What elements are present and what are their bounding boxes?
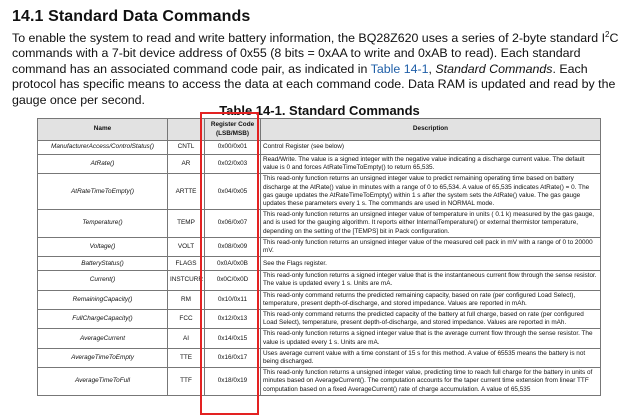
- intro-text-3: ,: [428, 61, 436, 76]
- cell-description: This read-only function returns a signed integer value that is the instantaneous current flow through the sense resistor. The value is updated every 1 s. Units are mA.: [261, 271, 601, 290]
- cell-description: Control Register (see below): [261, 141, 601, 155]
- cell-register-code: 0x16/0x17: [205, 348, 261, 367]
- table-row: [38, 290, 601, 309]
- cell-description: This read-only function returns a unsigned integer value, predicting time to reach full charge for the battery in units of minutes based on AverageCurrent(). The computation accounts for the taper current time extension from linear TTF computation based on a fixed AverageCurrent() rate of charge accumulation. A value of 65,535: [261, 368, 601, 396]
- cell-name: Voltage(): [38, 237, 168, 256]
- header-description: Description: [261, 119, 601, 141]
- cell-description: This read-only function returns a signed integer value that is the average current flow through the sense resistor. The value is updated every 1 s. Units are mA.: [261, 329, 601, 348]
- cell-name: Temperature(): [38, 210, 168, 238]
- header-register-code: Register Code (LSB/MSB): [205, 119, 261, 141]
- cell-description: This read-only command returns the predicted remaining capacity, based on rate (per configured Load Select), temperature, present depth-of-discharge, and stored impedance. Values are reported in mAh.: [261, 290, 601, 309]
- cell-cmd: AR: [168, 155, 205, 174]
- cell-register-code: 0x10/0x11: [205, 290, 261, 309]
- table-row: [38, 329, 601, 348]
- cell-cmd: VOLT: [168, 237, 205, 256]
- intro-paragraph: [12, 31, 630, 108]
- table-row: [38, 368, 601, 396]
- cell-name: AtRate(): [38, 155, 168, 174]
- cell-register-code: 0x0C/0x0D: [205, 271, 261, 290]
- intro-superscript: 2: [605, 29, 610, 39]
- cell-cmd: TEMP: [168, 210, 205, 238]
- cell-name: AverageTimeToFull: [38, 368, 168, 396]
- cell-name: AverageTimeToEmpty: [38, 348, 168, 367]
- cell-cmd: RM: [168, 290, 205, 309]
- table-row: [38, 237, 601, 256]
- table-body: [38, 141, 601, 396]
- cell-cmd: INSTCURR: [168, 271, 205, 290]
- cell-cmd: TTF: [168, 368, 205, 396]
- intro-italic: Standard Commands: [435, 61, 553, 76]
- cell-description: This read-only function returns an unsigned integer value of the measured cell pack in mV with a range of 0 to 20000 mV.: [261, 237, 601, 256]
- cell-name: BatteryStatus(): [38, 257, 168, 271]
- cell-name: AverageCurrent: [38, 329, 168, 348]
- section-heading: 14.1 Standard Data Commands: [12, 8, 251, 25]
- intro-text-4: . Each protocol has specific means to access the data at each command code. Data RAM is updated and read by the gauge once per second.: [12, 61, 616, 107]
- cell-cmd: CNTL: [168, 141, 205, 155]
- table-caption: Table 14-1. Standard Commands: [219, 103, 420, 118]
- table-row: [38, 210, 601, 238]
- table-row: [38, 271, 601, 290]
- header-cmd: [168, 119, 205, 141]
- table-row: [38, 141, 601, 155]
- cell-register-code: 0x18/0x19: [205, 368, 261, 396]
- cell-description: This read-only function returns an unsigned integer value of temperature in units ( 0.1 k) measured by the gas gauge, and is used for the gauging algorithm. It reports either InternalTemperature() or external thermistor temperature, depending on the setting of the [TEMPS] bit in Pack configuration.: [261, 210, 601, 238]
- cell-register-code: 0x0A/0x0B: [205, 257, 261, 271]
- cell-register-code: 0x14/0x15: [205, 329, 261, 348]
- cell-register-code: 0x08/0x09: [205, 237, 261, 256]
- table-row: [38, 348, 601, 367]
- intro-text-2: C commands with a 7-bit device address of 0x55 (8 bits = 0xAA to write and 0xAB to read). Each standard command has an associated command code pair, as indicated in: [12, 31, 619, 76]
- intro-text-1: To enable the system to read and write battery information, the BQ28Z620 uses a series of 2-byte standard I: [12, 31, 606, 45]
- cell-register-code: 0x12/0x13: [205, 310, 261, 329]
- cell-description: Uses average current value with a time constant of 15 s for this method. A value of 65535 means the battery is not being discharged.: [261, 348, 601, 367]
- cell-cmd: FCC: [168, 310, 205, 329]
- cell-cmd: FLAGS: [168, 257, 205, 271]
- cell-description: This read-only function returns an unsigned integer value to predict remaining operating time based on battery discharge at the AtRate() value in minutes with a range of 0 to 65,534. A value of 65,535 indicates AtRate() = 0. The gas gauge updates the AtRateTimeToEmpty() within 1 s after the system sets the AtRate() value. The gas gauge updates these parameters every 1 s. The commands are used in NORMAL mode.: [261, 174, 601, 210]
- cell-name: AtRateTimeToEmpty(): [38, 174, 168, 210]
- header-name: Name: [38, 119, 168, 141]
- table-row: [38, 174, 601, 210]
- table-row: [38, 257, 601, 271]
- table-row: [38, 155, 601, 174]
- standard-commands-table: [37, 118, 601, 396]
- cell-description: This read-only command returns the predicted capacity of the battery at full charge, based on rate (per configured Load Select), temperature, present depth-of-discharge, and stored impedance. Values are reported in mAh.: [261, 310, 601, 329]
- cell-register-code: 0x04/0x05: [205, 174, 261, 210]
- cell-name: ManufacturerAccess/ControlStatus(): [38, 141, 168, 155]
- table-row: [38, 310, 601, 329]
- cell-cmd: TTE: [168, 348, 205, 367]
- cell-name: RemainingCapacity(): [38, 290, 168, 309]
- table-link[interactable]: Table 14-1: [370, 61, 429, 76]
- cell-register-code: 0x02/0x03: [205, 155, 261, 174]
- table-header-row: [38, 119, 601, 141]
- cell-cmd: ARTTE: [168, 174, 205, 210]
- cell-description: See the Flags register.: [261, 257, 601, 271]
- cell-register-code: 0x00/0x01: [205, 141, 261, 155]
- cell-name: Current(): [38, 271, 168, 290]
- cell-name: FullChargeCapacity(): [38, 310, 168, 329]
- cell-register-code: 0x06/0x07: [205, 210, 261, 238]
- cell-cmd: AI: [168, 329, 205, 348]
- cell-description: Read/Write. The value is a signed integer with the negative value indicating a discharge current value. The default value is 0 and forces AtRateTimeToEmpty() to return 65,535.: [261, 155, 601, 174]
